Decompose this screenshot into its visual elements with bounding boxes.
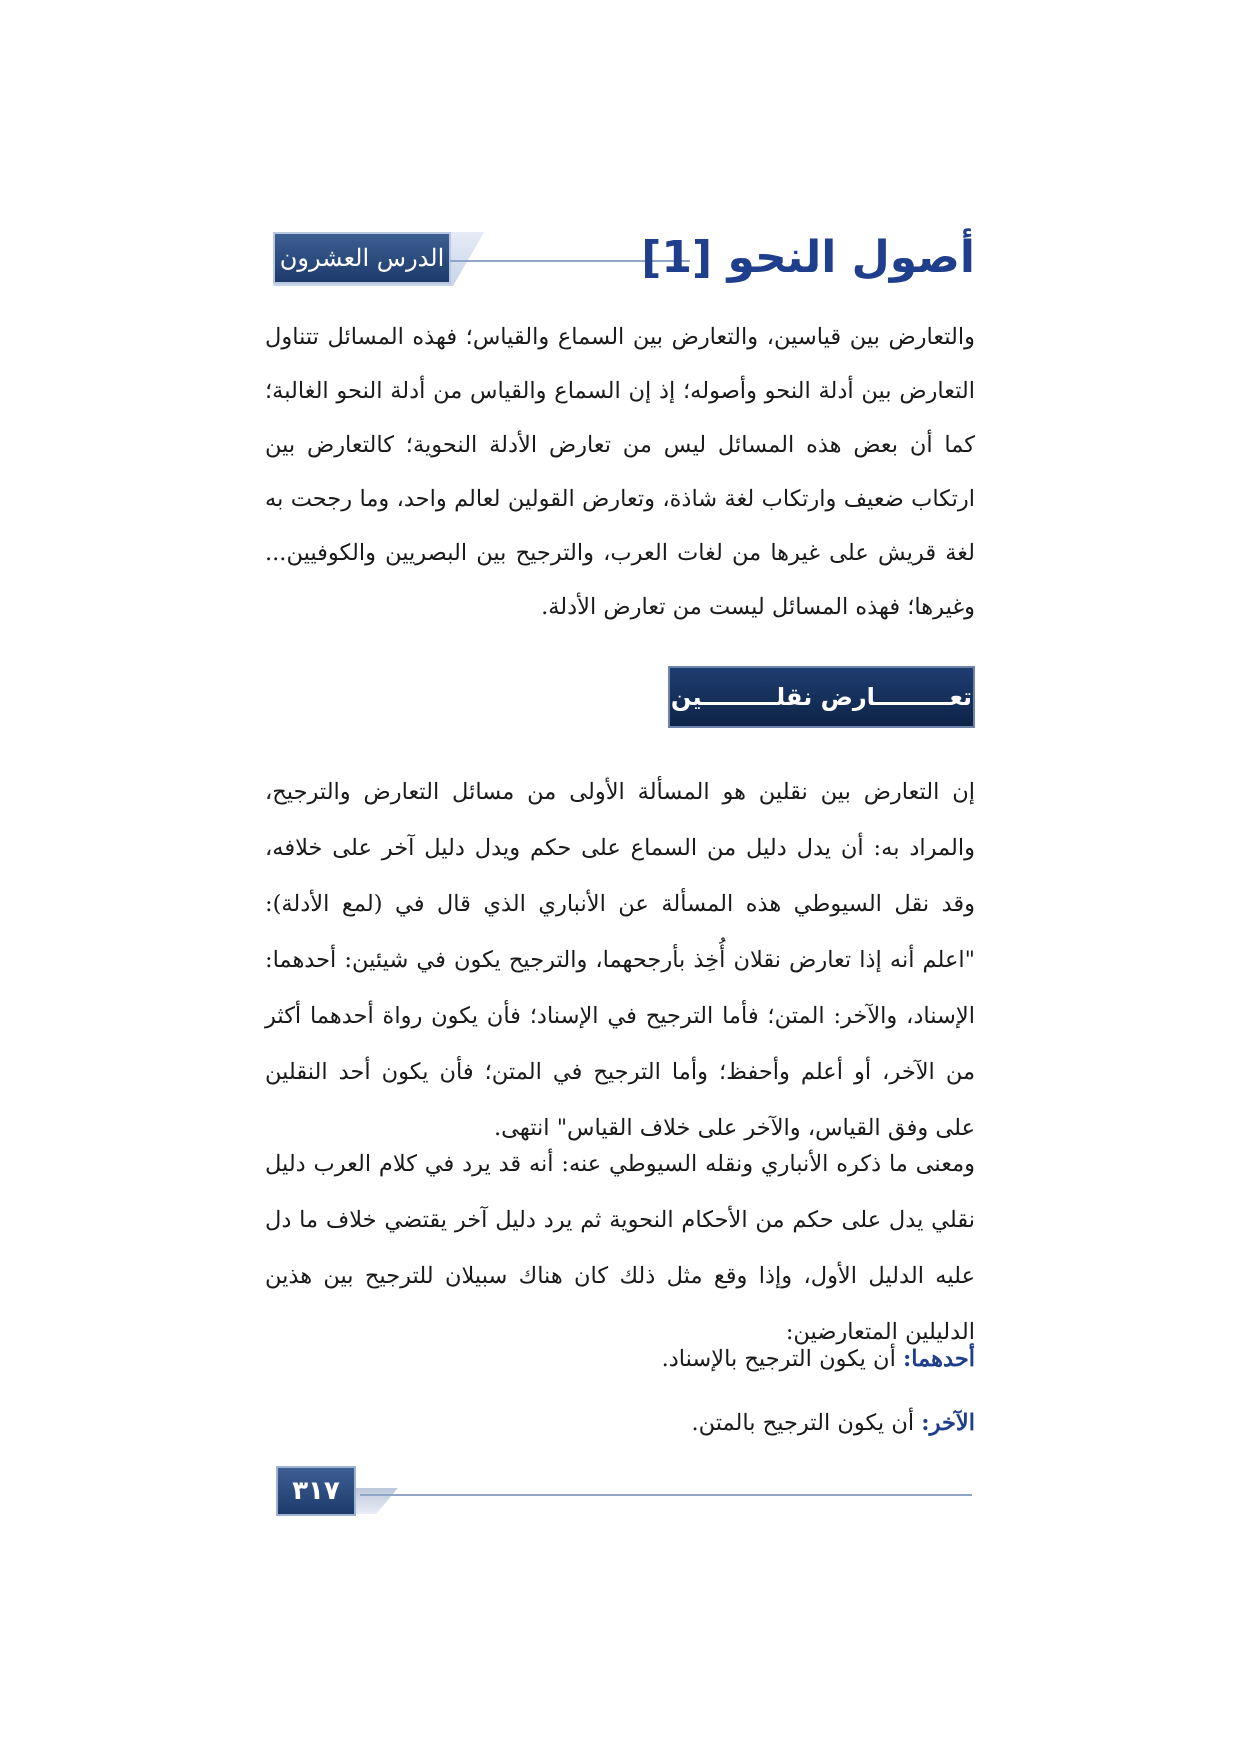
section-heading: تعـــــــــارض نقلـــــــــين <box>668 666 975 728</box>
lesson-badge: الدرس العشرون <box>273 232 451 284</box>
way-text: أن يكون الترجيح بالمتن. <box>691 1410 915 1436</box>
way-text: أن يكون الترجيح بالإسناد. <box>661 1346 896 1372</box>
way-label: أحدهما: <box>902 1346 975 1372</box>
section-body-paragraph: إن التعارض بين نقلين هو المسألة الأولى من مسائل التعارض والترجيح، والمراد به: أن يدل دليل من السماع على حكم ويدل دليل آخر على خلافه، وقد نقل السيوطي هذه المسألة عن الأنباري الذي قال في (لمع الأدلة): "اعلم أنه إذا تعارض نقلان أُخِذ بأرجحهما، والترجيح يكون في شيئين: أحدهما: الإسناد، والآخر: المتن؛ فأما الترجيح في الإسناد؛ فأن يكون رواة أحدهما أكثر من الآخر، أو أعلم وأحفظ؛ وأما الترجيح في المتن؛ فأن يكون أحد النقلين على وفق القياس، والآخر على خلاف القياس" انتهى. <box>265 779 975 1141</box>
meaning-paragraph: ومعنى ما ذكره الأنباري ونقله السيوطي عنه: أنه قد يرد في كلام العرب دليل نقلي يدل على حكم من الأحكام النحوية ثم يرد دليل آخر يقتضي خلاف ما دل عليه الدليل الأول، وإذا وقع مثل ذلك كان هناك سبيلان للترجيح بين هذين الدليلين المتعارضين: <box>265 1151 975 1345</box>
page-number: ٣١٧ <box>276 1466 356 1516</box>
way-item-second <box>691 1410 975 1436</box>
way-label: الآخر: <box>921 1410 975 1436</box>
way-item-first <box>662 1346 975 1372</box>
intro-paragraph: والتعارض بين قياسين، والتعارض بين السماع والقياس؛ فهذه المسائل تتناول التعارض بين أدلة النحو وأصوله؛ إذ إن السماع والقياس من أدلة النحو الغالبة؛ كما أن بعض هذه المسائل ليس من تعارض الأدلة النحوية؛ كالتعارض بين ارتكاب ضعيف وارتكاب لغة شاذة، وتعارض القولين لعالم واحد، وما رجحت به لغة قريش على غيرها من لغات العرب، والترجيح بين البصريين والكوفيين... وغيرها؛ فهذه المسائل ليست من تعارض الأدلة. <box>265 324 975 620</box>
footer-rule <box>360 1494 972 1496</box>
page-title: أصول النحو [1] <box>641 232 975 283</box>
